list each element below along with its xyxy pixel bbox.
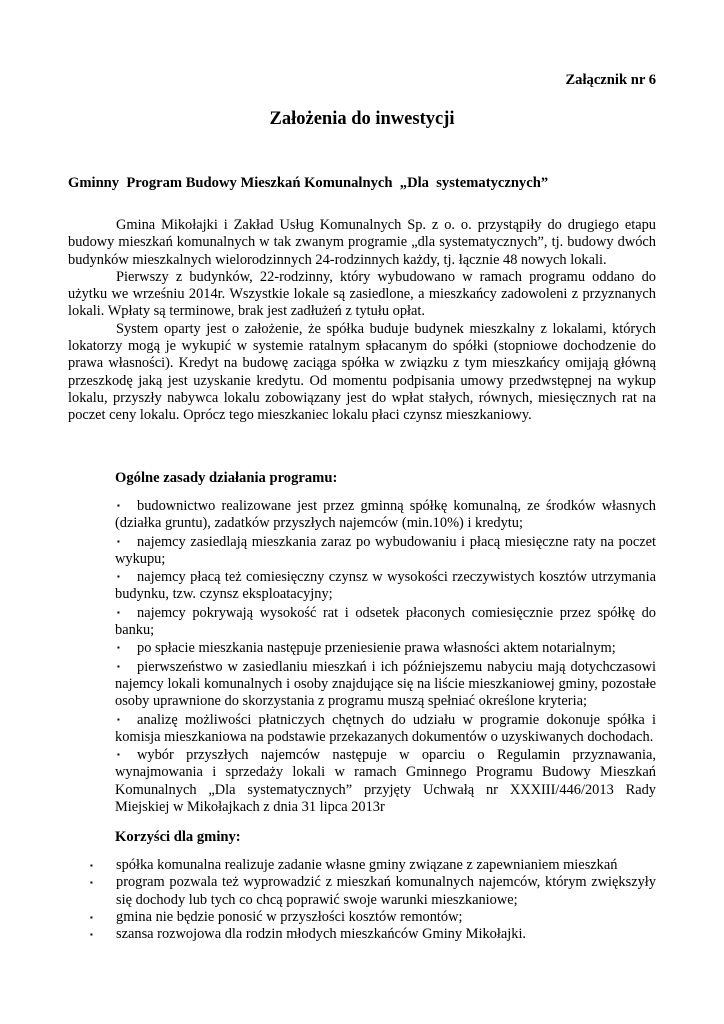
bullet-icon: ▪ <box>117 750 120 760</box>
document-page <box>68 0 656 1024</box>
list-item-text: najemcy pokrywają wysokość rat i odsetek płaconych comiesięcznie przez spółkę do banku; <box>115 604 656 639</box>
list-item <box>115 746 656 816</box>
list-item <box>115 711 656 747</box>
rules-list <box>115 497 656 816</box>
bullet-icon: ▪ <box>117 714 120 724</box>
bullet-icon: ▪ <box>90 861 93 870</box>
list-item-text: spółka komunalna realizuje zadanie własne gminy związane z zapewnianiem mieszkań <box>116 857 618 873</box>
list-item-text: wybór przyszłych najemców następuje w oparciu o Regulamin przyznawania, wynajmowania i sprzedaży lokali w ramach Gminnego Programu Budowy Mieszkań Komunalnych „Dla systematycznych” przyjęty Uchwałą nr XXXIII/446/2013 Rady Miejskiej w Mikołajkach z dnia 31 lipca 2013r <box>115 747 656 816</box>
list-item-text: po spłacie mieszkania następuje przeniesienie prawa własności aktem notarialnym; <box>137 640 616 657</box>
rules-heading: Ogólne zasady działania programu: <box>115 470 338 486</box>
bullet-icon: ▪ <box>117 536 120 546</box>
list-item-text: gmina nie będzie ponosić w przyszłości kosztów remontów; <box>116 908 463 925</box>
list-item-text: program pozwala też wyprowadzić z mieszkań komunalnych najemców, którym zwiększyły się dochody lub tych co chcą poprawić swoje warunki mieszkaniowe; <box>116 874 656 908</box>
list-item-text: budownictwo realizowane jest przez gminną spółkę komunalną, ze środków własnych (działka gruntu), zadatków przyszłych najemców (min.10%) i kredytu; <box>115 498 656 532</box>
list-item <box>90 874 656 909</box>
list-item <box>90 926 656 943</box>
list-item-text: najemcy płacą też comiesięczny czynsz w wysokości rzeczywistych kosztów utrzymania budynku, tzw. czynsz eksploatacyjny; <box>115 569 656 603</box>
benefits-list <box>90 857 656 943</box>
list-item <box>115 604 656 640</box>
attachment-label: Załącznik nr 6 <box>565 72 656 88</box>
list-item <box>90 909 656 926</box>
list-item-text: analizę możliwości płatniczych chętnych do udziału w programie dokonuje spółka i komisja mieszkaniowa na podstawie przekazanych dokumentów o uzyskiwanych dochodach. <box>115 711 656 745</box>
intro-paragraph: System oparty jest o założenie, że spółka buduje budynek mieszkalny z lokalami, których lokatorzy mogą je wykupić w systemie ratalnym spłacanym do spółki (stopniowe dochodzenie do prawa własności). Kredyt na budowę zaciąga spółka w związku z tym mieszkańcy omijają główną przeszkodę jaką jest uzyskanie kredytu. Od momentu podpisania umowy przedwstępnej na wykup lokalu, przyszły nabywca lokalu zobowiązany jest do wpłat stałych, równych, miesięcznych rat na poczet ceny lokalu. Oprócz tego mieszkaniec lokalu płaci czynsz mieszkaniowy. <box>68 320 656 424</box>
list-item <box>115 497 656 533</box>
bullet-icon: ▪ <box>117 643 120 653</box>
bullet-icon: ▪ <box>90 878 93 888</box>
list-item <box>90 857 656 874</box>
intro-paragraph: Gmina Mikołajki i Zakład Usług Komunalnych Sp. z o. o. przystąpiły do drugiego etapu budowy mieszkań komunalnych w tak zwanym programie „dla systematycznych”, tj. budowy dwóch budynków mieszkalnych wielorodzinnych 24-rodzinnych każdy, tj. łącznie 48 nowych lokali. <box>68 217 656 268</box>
intro-section <box>68 217 656 425</box>
intro-paragraph: Pierwszy z budynków, 22-rodzinny, który wybudowano w ramach programu oddano do użytku we wrześniu 2014r. Wszystkie lokale są zasiedlone, a mieszkańcy zadowoleni z przyznanych lokali. Wpłaty są terminowe, brak jest zadłużeń z tytułu opłat. <box>68 268 656 320</box>
bullet-icon: ▪ <box>117 501 120 510</box>
document-title: Założenia do inwestycji <box>269 109 455 129</box>
bullet-icon: ▪ <box>117 607 120 617</box>
bullet-icon: ▪ <box>117 572 120 582</box>
list-item <box>115 568 656 604</box>
benefits-heading: Korzyści dla gminy: <box>115 829 241 845</box>
program-subtitle: Gminny Program Budowy Mieszkań Komunalnych „Dla systematycznych” <box>68 175 549 191</box>
bullet-icon: ▪ <box>117 661 120 671</box>
bullet-icon: ▪ <box>90 930 93 940</box>
bullet-icon: ▪ <box>90 912 93 922</box>
list-item-text: najemcy zasiedlają mieszkania zaraz po wybudowaniu i płacą miesięczne raty na poczet wykupu; <box>115 533 656 567</box>
list-item-text: pierwszeństwo w zasiedlaniu mieszkań i ich późniejszemu nabyciu mają dotychczasowi najemcy lokali komunalnych i osoby znajdujące się na liście mieszkaniowej gminy, pozostałe osoby uprawnione do skorzystania z programu muszą spełniać określone kryteria; <box>115 658 656 710</box>
list-item <box>115 533 656 569</box>
list-item <box>115 639 656 657</box>
list-item <box>115 658 656 711</box>
list-item-text: szansa rozwojowa dla rodzin młodych mieszkańców Gminy Mikołajki. <box>116 926 527 943</box>
